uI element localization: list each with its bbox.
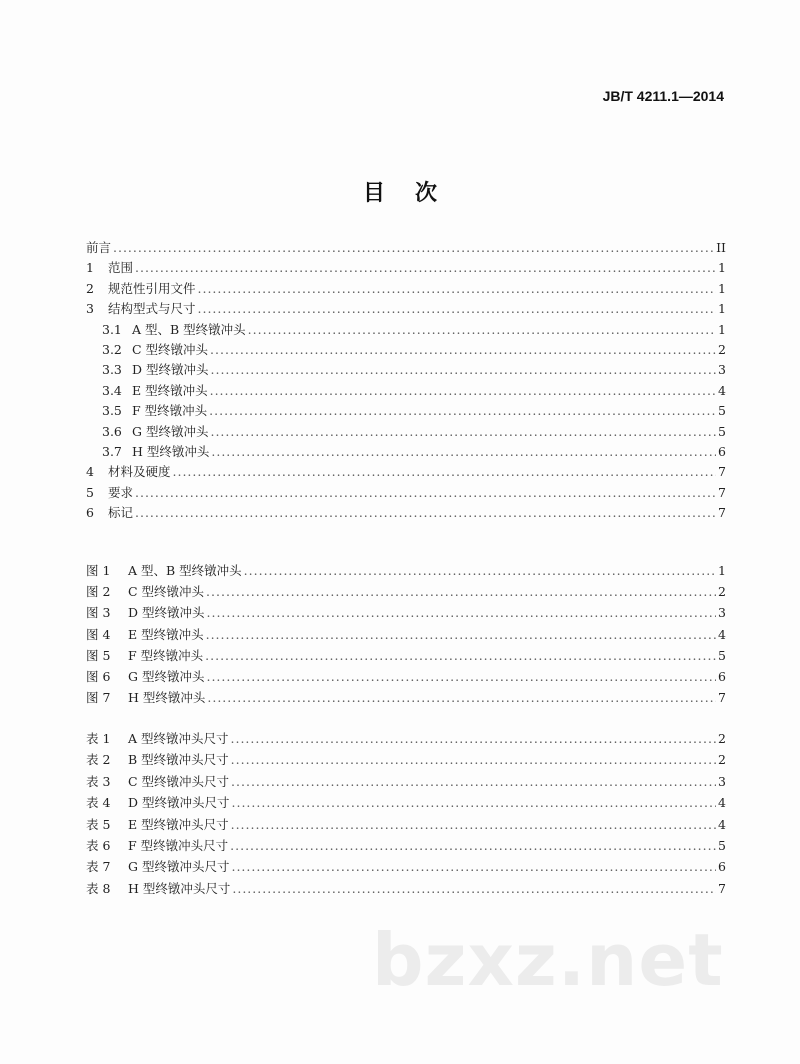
entry-label: F 型终镦冲头 (132, 403, 208, 419)
toc-entry[interactable] (86, 462, 726, 482)
entry-page: 7 (718, 690, 726, 706)
toc-entry[interactable] (86, 836, 726, 857)
entry-page: 2 (718, 341, 726, 357)
toc-entry[interactable] (86, 238, 726, 258)
entry-label: H 型终镦冲头尺寸 (128, 880, 231, 896)
entry-label: D 型终镦冲头 (128, 605, 205, 621)
entry-number: 图 5 (86, 647, 111, 663)
dot-leader (244, 563, 716, 578)
toc-figures (86, 561, 726, 709)
entry-page: 6 (718, 443, 726, 459)
toc-entry[interactable] (86, 667, 726, 688)
toc-entry[interactable] (86, 561, 726, 582)
entry-label: H 型终镦冲头 (128, 690, 206, 706)
entry-number: 3.5 (102, 403, 122, 419)
entry-number: 1 (86, 260, 94, 276)
entry-number: 表 2 (86, 752, 111, 768)
entry-page: II (716, 240, 726, 255)
toc-entry[interactable] (86, 688, 726, 709)
entry-page: 6 (718, 859, 726, 875)
entry-page: 3 (718, 605, 726, 621)
dot-leader (206, 627, 716, 642)
dot-leader (209, 403, 716, 418)
toc-entry[interactable] (86, 729, 726, 750)
toc-entry[interactable] (86, 815, 726, 836)
entry-page: 2 (718, 731, 726, 746)
entry-number: 图 2 (86, 584, 111, 600)
toc-entry[interactable] (86, 793, 726, 814)
entry-number: 2 (86, 280, 94, 296)
toc-entry[interactable] (86, 879, 726, 900)
entry-page: 6 (718, 668, 726, 684)
entry-page: 5 (718, 423, 726, 439)
dot-leader (211, 362, 717, 377)
entry-number: 表 1 (86, 731, 111, 746)
entry-number: 3.7 (102, 443, 122, 459)
entry-number: 图 3 (86, 605, 111, 621)
entry-page: 2 (718, 752, 726, 768)
watermark: bzxz.net (372, 918, 724, 1002)
toc-entry[interactable] (86, 320, 726, 340)
entry-number: 表 3 (86, 773, 111, 789)
dot-leader (113, 240, 714, 255)
entry-number: 3.6 (102, 423, 122, 439)
entry-number: 图 4 (86, 626, 111, 642)
entry-label: D 型终镦冲头 (132, 362, 209, 378)
toc-entry[interactable] (86, 750, 726, 771)
dot-leader (210, 383, 716, 398)
entry-label: F 型终镦冲头 (128, 647, 204, 663)
entry-label: E 型终镦冲头尺寸 (128, 816, 229, 832)
entry-label: C 型终镦冲头 (128, 584, 205, 600)
entry-page: 7 (718, 505, 726, 521)
entry-page: 7 (718, 880, 726, 896)
dot-leader (231, 817, 716, 832)
toc-entry[interactable] (86, 603, 726, 624)
entry-label: H 型终镦冲头 (132, 443, 210, 459)
entry-number: 6 (86, 505, 94, 521)
dot-leader (232, 881, 716, 896)
dot-leader (231, 731, 716, 746)
entry-label: A 型、B 型终镦冲头 (132, 321, 246, 337)
toc-entry[interactable] (86, 381, 726, 401)
entry-number: 3.2 (102, 341, 122, 357)
entry-label: 标记 (108, 505, 134, 521)
entry-page: 4 (718, 816, 726, 832)
page-title: 目次 (362, 181, 467, 206)
entry-page: 7 (718, 464, 726, 480)
entry-page: 5 (718, 403, 726, 419)
entry-page: 5 (718, 837, 726, 853)
entry-page: 4 (718, 382, 726, 398)
dot-leader (231, 859, 716, 874)
entry-number: 表 5 (86, 816, 111, 832)
dot-leader (135, 505, 716, 520)
toc-tables (86, 729, 726, 900)
dot-leader (135, 485, 716, 500)
entry-label: 范围 (108, 260, 134, 276)
entry-label: C 型终镦冲头 (132, 341, 209, 357)
dot-leader (230, 838, 716, 853)
toc-entry[interactable] (86, 857, 726, 878)
toc-entry[interactable] (86, 503, 726, 523)
toc-entry[interactable] (86, 340, 726, 360)
entry-label: 要求 (108, 484, 134, 500)
entry-label: G 型终镦冲头尺寸 (128, 859, 230, 875)
toc-entry[interactable] (86, 582, 726, 603)
entry-number: 表 4 (86, 795, 111, 811)
entry-page: 1 (718, 563, 726, 578)
entry-number: 图 6 (86, 668, 111, 684)
entry-number: 3 (86, 301, 94, 317)
entry-number: 5 (86, 484, 94, 500)
dot-leader (205, 648, 716, 663)
entry-number: 3.3 (102, 362, 122, 378)
dot-leader (207, 605, 717, 620)
entry-number: 3.4 (102, 382, 122, 398)
entry-label: F 型终镦冲头尺寸 (128, 837, 229, 853)
dot-leader (207, 690, 716, 705)
toc-entry[interactable] (86, 279, 726, 299)
toc-entry[interactable] (86, 772, 726, 793)
entry-label: B 型终镦冲头尺寸 (128, 752, 229, 768)
entry-page: 1 (718, 260, 726, 276)
entry-label: 材料及硬度 (108, 464, 171, 480)
toc-entry[interactable] (86, 401, 726, 421)
entry-number: 表 7 (86, 859, 111, 875)
entry-label: G 型终镦冲头 (132, 423, 209, 439)
dot-leader (210, 342, 716, 357)
entry-label: G 型终镦冲头 (128, 668, 205, 684)
entry-page: 5 (718, 647, 726, 663)
entry-label: D 型终镦冲头尺寸 (128, 795, 230, 811)
dot-leader (173, 464, 716, 479)
dot-leader (198, 281, 716, 296)
entry-label: A 型终镦冲头尺寸 (128, 731, 229, 746)
toc-entry[interactable] (86, 258, 726, 278)
dot-leader (206, 584, 716, 599)
dot-leader (198, 301, 716, 316)
dot-leader (232, 795, 717, 810)
toc-sections (86, 238, 726, 523)
document-number: JB/T 4211.1—2014 (602, 88, 724, 104)
entry-page: 4 (718, 795, 726, 811)
dot-leader (248, 322, 716, 337)
entry-number: 图 1 (86, 563, 111, 578)
dot-leader (211, 444, 716, 459)
entry-page: 3 (718, 773, 726, 789)
entry-number: 图 7 (86, 690, 111, 706)
entry-number: 表 6 (86, 837, 111, 853)
entry-page: 1 (718, 280, 726, 296)
entry-page: 2 (718, 584, 726, 600)
dot-leader (210, 424, 716, 439)
entry-label: E 型终镦冲头 (128, 626, 204, 642)
entry-page: 7 (718, 484, 726, 500)
entry-page: 4 (718, 626, 726, 642)
toc-entry[interactable] (86, 483, 726, 503)
toc-entry[interactable] (86, 625, 726, 646)
entry-label: A 型、B 型终镦冲头 (128, 563, 242, 578)
entry-label: E 型终镦冲头 (132, 382, 208, 398)
entry-label: 结构型式与尺寸 (108, 301, 196, 317)
entry-number: 表 8 (86, 880, 111, 896)
toc-entry[interactable] (86, 442, 726, 462)
entry-page: 1 (718, 301, 726, 317)
entry-label: C 型终镦冲头尺寸 (128, 773, 230, 789)
entry-page: 3 (718, 362, 726, 378)
dot-leader (206, 669, 716, 684)
entry-label: 规范性引用文件 (108, 280, 196, 296)
toc-entry[interactable] (86, 360, 726, 380)
toc-entry[interactable] (86, 422, 726, 442)
dot-leader (231, 774, 716, 789)
dot-leader (231, 752, 716, 767)
toc-entry[interactable] (86, 646, 726, 667)
entry-number: 3.1 (102, 321, 122, 337)
entry-number: 4 (86, 464, 94, 480)
entry-label: 前言 (86, 240, 112, 255)
entry-page: 1 (718, 321, 726, 337)
dot-leader (135, 260, 716, 275)
toc-entry[interactable] (86, 299, 726, 319)
